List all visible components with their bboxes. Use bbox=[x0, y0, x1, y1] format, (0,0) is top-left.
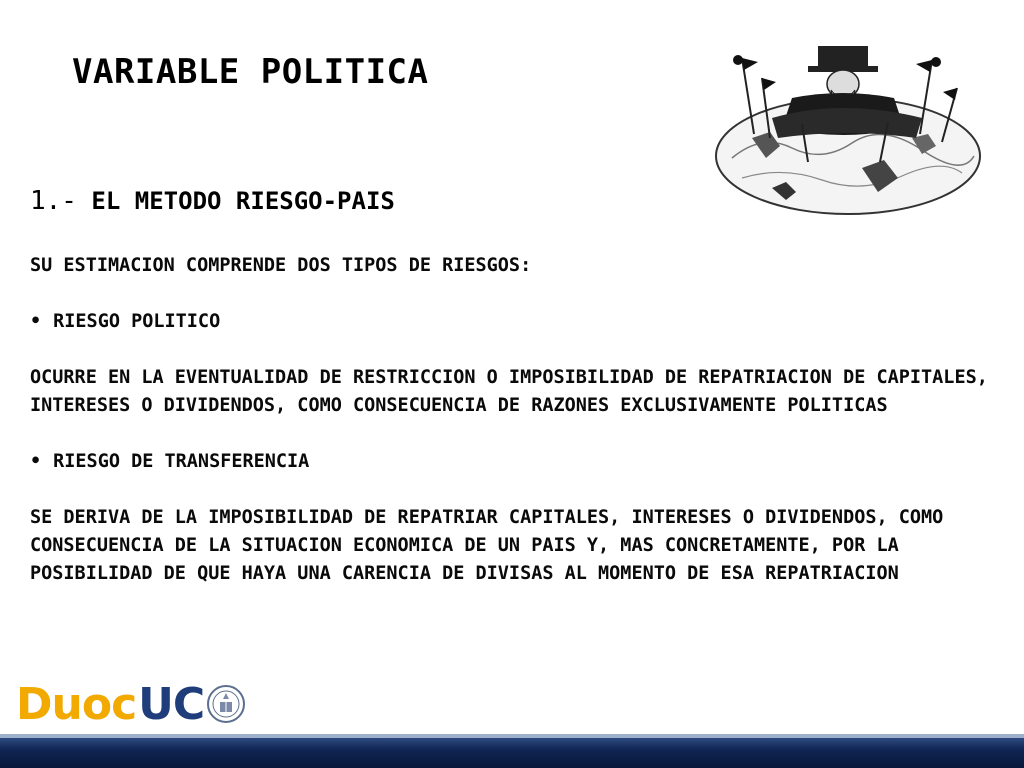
footer-bar bbox=[0, 738, 1024, 768]
bullet-riesgo-transferencia: • RIESGO DE TRANSFERENCIA bbox=[30, 448, 990, 476]
riesgo-transferencia-description: SE DERIVA DE LA IMPOSIBILIDAD DE REPATRIAR CAPITALES, INTERESES O DIVIDENDOS, COMO CONSECUENCIA DE LA SITUACION ECONOMICA DE UN PAIS Y, MAS CONCRETAMENTE, POR LA POSIBILIDAD DE QUE HAYA UNA CARENCIA DE DIVISAS AL MOMENTO DE ESA REPATRIACION bbox=[30, 507, 944, 584]
bullet-riesgo-politico: • RIESGO POLITICO bbox=[30, 308, 990, 336]
slide-title: VARIABLE POLITICA bbox=[72, 52, 429, 92]
intro-text: SU ESTIMACION COMPRENDE DOS TIPOS DE RIESGOS: bbox=[30, 255, 532, 276]
logo-text-duoc: Duoc bbox=[16, 678, 137, 730]
duoc-uc-logo bbox=[16, 676, 246, 732]
riesgo-politico-description: OCURRE EN LA EVENTUALIDAD DE RESTRICCION O IMPOSIBILIDAD DE REPATRIACION DE CAPITALES, INTERESES O DIVIDENDOS, COMO CONSECUENCIA DE RAZONES EXCLUSIVAMENTE POLITICAS bbox=[30, 367, 988, 416]
section-title: EL METODO RIESGO-PAIS bbox=[91, 187, 395, 215]
university-seal-icon bbox=[206, 684, 246, 724]
section-heading bbox=[30, 186, 395, 216]
logo-text-uc: UC bbox=[138, 678, 205, 730]
section-number: 1.- bbox=[30, 186, 77, 216]
slide-body bbox=[30, 252, 990, 588]
world-map-cartoon-icon bbox=[712, 38, 984, 218]
